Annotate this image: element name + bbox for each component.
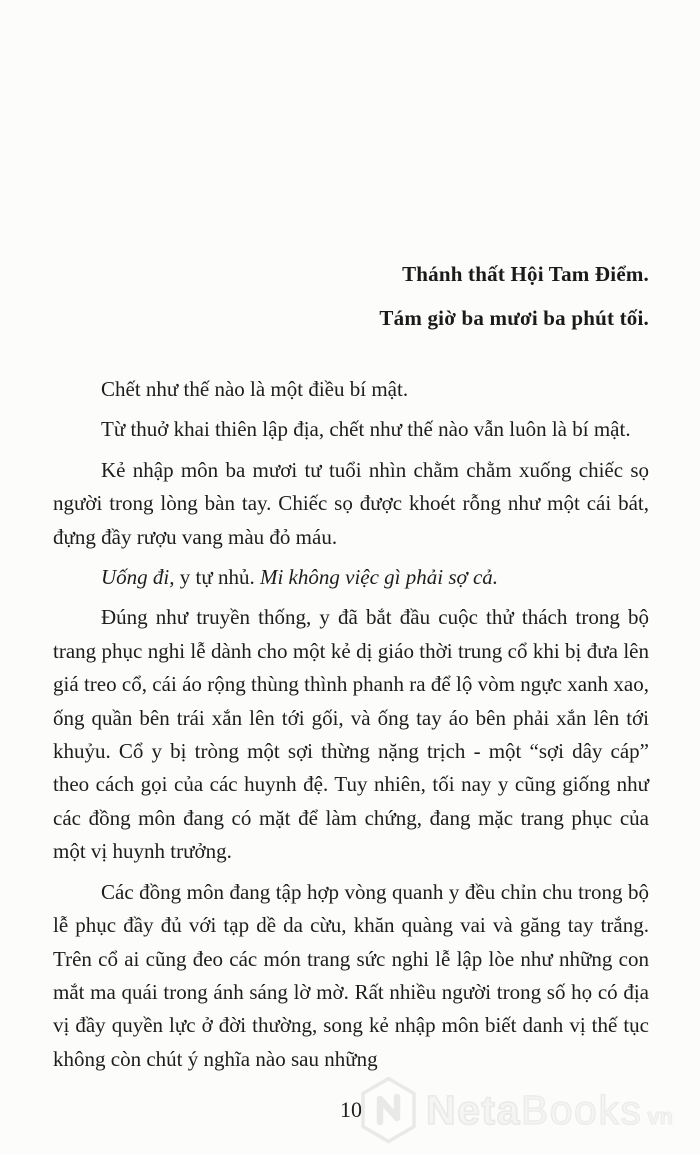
watermark-brand-bold: Neta (426, 1086, 521, 1133)
paragraph-segment: Kẻ nhập môn ba mươi tư tuổi nhìn chằm chằm xuống chiếc sọ người trong lòng bàn tay. Chiếc sọ được khoét rỗng như một cái bát, đựng đầy rượu vang màu đỏ máu. (53, 457, 649, 549)
scene-header (53, 252, 649, 340)
paragraph-segment: Chết như thế nào là một điều bí mật. (101, 377, 409, 401)
scene-header-line-2: Tám giờ ba mươi ba phút tối. (379, 306, 649, 330)
paragraph (53, 454, 649, 554)
paragraph-segment: Từ thuở khai thiên lập địa, chết như thế nào vẫn luôn là bí mật. (101, 417, 631, 442)
paragraph-segment: y tự nhủ. (174, 565, 260, 590)
paragraph (53, 413, 649, 446)
watermark-brand-light: Books (520, 1086, 643, 1133)
paragraph-segment-italic: Mi không việc gì phải sợ cả. (259, 565, 499, 590)
watermark-tld: vn (647, 1104, 674, 1129)
paragraph (53, 561, 649, 594)
scene-header-line-1: Thánh thất Hội Tam Điểm. (402, 262, 649, 286)
paragraph-segment-italic: Uống đi, (101, 565, 175, 590)
paragraph (53, 601, 649, 868)
paragraph (53, 876, 649, 1076)
paragraph (53, 373, 649, 406)
page-body (53, 373, 649, 1083)
page-number: 10 (340, 1097, 362, 1122)
paragraph-segment: Đúng như truyền thống, y đã bắt đầu cuộc thử thách trong bộ trang phục nghi lễ dành cho một kẻ dị giáo thời trung cổ khi bị đưa lên giá treo cổ, cái áo rộng thùng thình phanh ra để lộ vòm ngực xanh xao, ống quần bên trái xắn lên tới gối, và ống tay áo bên phải xắn lên tới khuỷu. Cổ y bị tròng một sợi thừng nặng trịch - một “sợi dây cáp” theo cách gọi của các huynh đệ. Tuy nhiên, tối nay y cũng giống như các đồng môn đang có mặt để làm chứng, đang mặc trang phục của một vị huynh trưởng. (53, 605, 649, 864)
paragraph-segment: Các đồng môn đang tập hợp vòng quanh y đều chỉn chu trong bộ lễ phục đầy đủ với tạp dề da cừu, khăn quàng vai và găng tay trắng. Trên cổ ai cũng đeo các món trang sức nghi lễ lập lòe như những con mắt ma quái trong ánh sáng lờ mờ. Rất nhiều người trong số họ có địa vị đầy quyền lực ở đời thường, song kẻ nhập môn biết danh vị thế tục không còn chút ý nghĩa nào sau những (53, 879, 649, 1071)
